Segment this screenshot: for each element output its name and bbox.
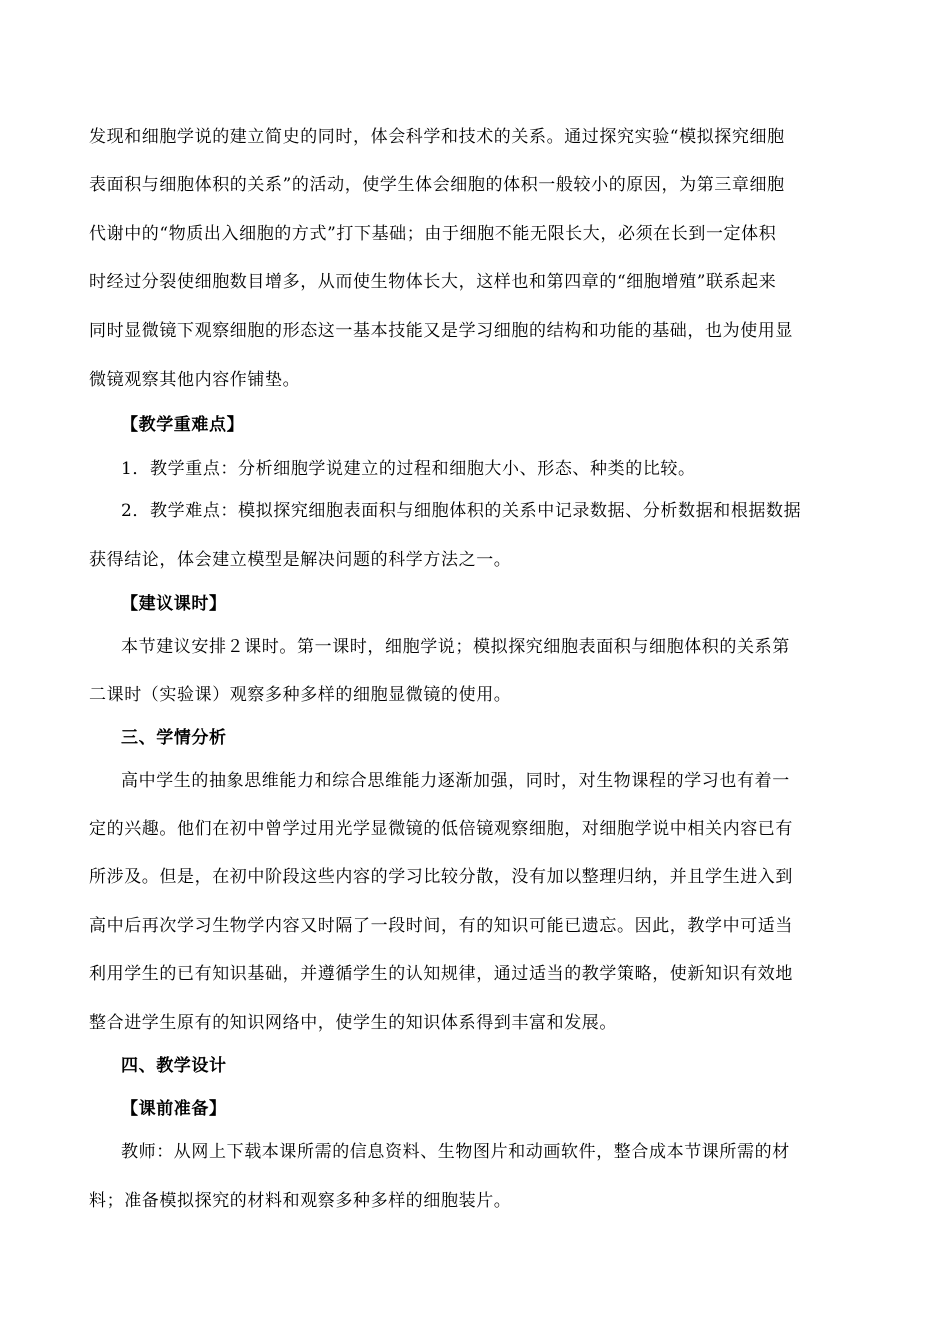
key-point-1: 1．教学重点：分析细胞学说建立的过程和细胞大小、形态、种类的比较。 <box>121 459 696 479</box>
paragraph-line: 发现和细胞学说的建立简史的同时，体会科学和技术的关系。通过探究实验“模拟探究细胞 <box>89 127 785 147</box>
analysis-line: 定的兴趣。他们在初中曾学过用光学显微镜的低倍镜观察细胞，对细胞学说中相关内容已有 <box>89 819 793 839</box>
class-hours-line: 本节建议安排２课时。第一课时，细胞学说；模拟探究细胞表面积与细胞体积的关系第 <box>121 637 790 657</box>
key-point-2-line: 2．教学难点：模拟探究细胞表面积与细胞体积的关系中记录数据、分析数据和根据数据 <box>121 501 802 521</box>
preparation-line: 料；准备模拟探究的材料和观察多种多样的细胞装片。 <box>89 1191 512 1211</box>
analysis-line: 高中后再次学习生物学内容又时隔了一段时间，有的知识可能已遗忘。因此，教学中可适当 <box>89 916 793 936</box>
paragraph-line: 时经过分裂使细胞数目增多，从而使生物体长大，这样也和第四章的“细胞增殖”联系起来 <box>89 272 777 292</box>
analysis-line: 高中学生的抽象思维能力和综合思维能力逐渐加强，同时，对生物课程的学习也有着一 <box>121 771 790 791</box>
paragraph-line: 微镜观察其他内容作铺垫。 <box>89 370 301 390</box>
heading-preparation: 【课前准备】 <box>121 1099 227 1119</box>
class-hours-line: 二课时（实验课）观察多种多样的细胞显微镜的使用。 <box>89 685 512 705</box>
heading-class-hours: 【建议课时】 <box>121 594 227 614</box>
analysis-line: 所涉及。但是，在初中阶段这些内容的学习比较分散，没有加以整理归纳，并且学生进入到 <box>89 867 793 887</box>
paragraph-line: 代谢中的“物质出入细胞的方式”打下基础；由于细胞不能无限长大，必须在长到一定体积 <box>89 224 777 244</box>
key-point-2-line: 获得结论，体会建立模型是解决问题的科学方法之一。 <box>89 550 512 570</box>
heading-section-4: 四、教学设计 <box>121 1056 227 1076</box>
paragraph-line: 同时显微镜下观察细胞的形态这一基本技能又是学习细胞的结构和功能的基础，也为使用显 <box>89 321 793 341</box>
heading-key-points: 【教学重难点】 <box>121 415 245 435</box>
analysis-line: 利用学生的已有知识基础，并遵循学生的认知规律，通过适当的教学策略，使新知识有效地 <box>89 964 793 984</box>
heading-section-3: 三、学情分析 <box>121 728 227 748</box>
paragraph-line: 表面积与细胞体积的关系”的活动，使学生体会细胞的体积一般较小的原因，为第三章细胞 <box>89 175 785 195</box>
preparation-line: 教师：从网上下载本课所需的信息资料、生物图片和动画软件，整合成本节课所需的材 <box>121 1142 790 1162</box>
analysis-line: 整合进学生原有的知识网络中，使学生的知识体系得到丰富和发展。 <box>89 1013 617 1033</box>
